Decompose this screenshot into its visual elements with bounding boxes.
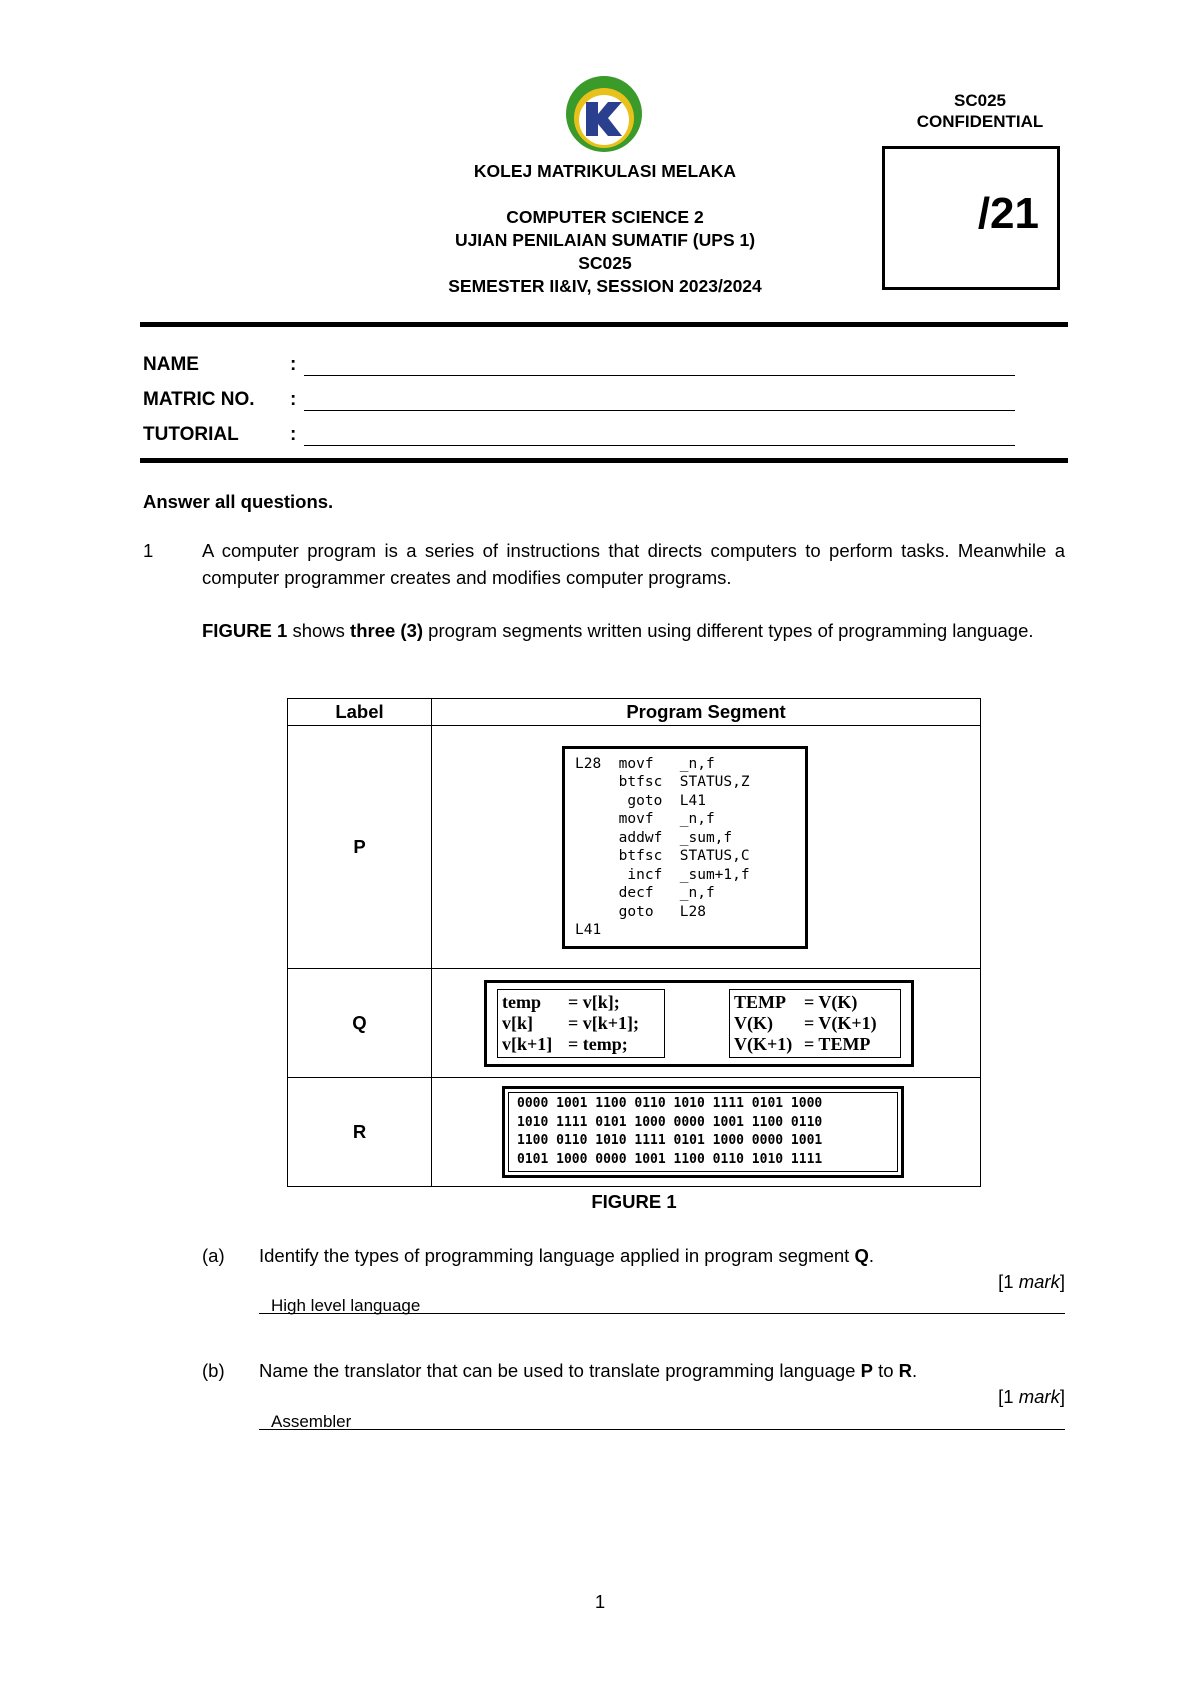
question-number: 1 [143, 540, 154, 561]
figure-text-b: three (3) [350, 620, 424, 641]
top-rule [140, 322, 1068, 327]
segment-q-cell [432, 969, 981, 1078]
figure-text-c: program segments written using different types of programming language. [423, 620, 1034, 641]
part-b-underline [259, 1429, 1065, 1430]
part-b-mark-open: [1 [998, 1386, 1019, 1407]
part-b-mark [998, 1383, 1065, 1410]
row-label-r: R [288, 1078, 432, 1187]
part-a-mark-close: ] [1059, 1271, 1065, 1292]
figure-caption: FIGURE 1 [591, 1191, 677, 1212]
c-code-token: temp [502, 991, 541, 1012]
part-a-letter: (a) [202, 1245, 225, 1266]
row-label-p: P [288, 726, 432, 969]
fortran-code-token: = V(K+1) [804, 1012, 877, 1033]
part-b-mark-close: ] [1059, 1386, 1065, 1407]
part-b-bold-p: P [860, 1360, 873, 1381]
figure-text-a: shows [287, 620, 351, 641]
machine-code: 0000 1001 1100 0110 1010 1111 0101 1000 1010 1111 0101 1000 0000 1001 1100 0110 1100 0110 1010 1111 0101 1000 0000 1001 0101 1000 0000 1001 1100 0110 1010 1111 [517, 1096, 823, 1167]
part-a-end: . [868, 1245, 874, 1266]
college-logo [564, 74, 644, 154]
semester-line: SEMESTER II&IV, SESSION 2023/2024 [448, 276, 762, 296]
fortran-code-token: = TEMP [804, 1033, 871, 1054]
col-label-header: Label [288, 699, 432, 726]
fortran-code-token: = V(K) [804, 991, 858, 1012]
part-b-mid: to [872, 1360, 899, 1381]
exam-title: UJIAN PENILAIAN SUMATIF (UPS 1) [454, 230, 756, 250]
figure-reference-text [202, 617, 1065, 644]
table-row-p [288, 726, 981, 969]
part-a-mark-open: [1 [998, 1271, 1019, 1292]
part-a-answer-field[interactable] [259, 1296, 1065, 1318]
segment-p-cell [432, 726, 981, 969]
paper-code: SC025 [578, 253, 632, 273]
college-name: KOLEJ MATRIKULASI MELAKA [473, 161, 737, 181]
fortran-code-token: V(K+1) [734, 1033, 793, 1054]
part-a-mark-word: mark [1018, 1271, 1060, 1292]
figure-ref: FIGURE 1 [202, 620, 288, 641]
machine-code-box [502, 1086, 904, 1178]
bottom-rule [140, 458, 1068, 463]
part-b-answer-field[interactable] [259, 1412, 1065, 1434]
instructions: Answer all questions. [143, 491, 334, 512]
table-row-q [288, 969, 981, 1078]
part-b-letter: (b) [202, 1360, 225, 1381]
c-code-token: = temp; [568, 1033, 628, 1054]
part-b-bold-r: R [898, 1360, 913, 1381]
name-field[interactable] [304, 356, 1015, 376]
fortran-code-token: V(K) [734, 1012, 773, 1033]
assembly-code: L28 movf _n,f btfsc STATUS,Z goto L41 movf _n,f addwf _sum,f btfsc STATUS,C incf _sum+1,f decf _n,f goto L28 L41 [575, 755, 750, 938]
title-block [340, 160, 870, 298]
part-a-answer: High level language [271, 1296, 421, 1315]
row-label-q: Q [288, 969, 432, 1078]
part-a-bold: Q [854, 1245, 869, 1266]
part-b-question [259, 1357, 1065, 1384]
page-number: 1 [594, 1591, 606, 1612]
name-colon: : [290, 354, 297, 375]
machine-code-inner [508, 1092, 898, 1172]
part-b-answer: Assembler [271, 1412, 352, 1431]
c-code-token: v[k] [502, 1012, 533, 1033]
part-a-question [259, 1242, 1065, 1269]
name-label: NAME [143, 354, 199, 375]
course-code: SC025 [954, 91, 1006, 110]
fortran-code-panel [729, 989, 901, 1058]
matric-field[interactable] [304, 391, 1015, 411]
matric-label: MATRIC NO. [143, 389, 255, 410]
question-intro: A computer program is a series of instructions that directs computers to perform tasks. Meanwhile a computer programmer creates and modifies computer programs. [202, 540, 1065, 588]
part-b-end: . [912, 1360, 918, 1381]
score-box [882, 146, 1060, 290]
header-code-block [880, 90, 1080, 132]
segment-r-cell [432, 1078, 981, 1187]
part-a-text: Identify the types of programming language applied in program segment [259, 1245, 855, 1266]
c-code-token: = v[k]; [568, 991, 620, 1012]
figure-table [287, 698, 981, 1187]
table-row-r [288, 1078, 981, 1187]
subject-title: COMPUTER SCIENCE 2 [506, 207, 704, 227]
fortran-code-token: TEMP [734, 991, 786, 1012]
tutorial-colon: : [290, 424, 297, 445]
score-total: /21 [977, 189, 1039, 238]
classification: CONFIDENTIAL [916, 112, 1044, 131]
tutorial-label: TUTORIAL [143, 424, 239, 445]
high-level-code-box [484, 980, 914, 1067]
table-header-row [288, 699, 981, 726]
c-code-token: v[k+1] [502, 1033, 553, 1054]
c-code-panel [497, 989, 665, 1058]
assembly-code-box [562, 746, 808, 949]
matric-colon: : [290, 389, 297, 410]
part-b-mark-word: mark [1018, 1386, 1060, 1407]
part-a-mark [998, 1268, 1065, 1295]
c-code-token: = v[k+1]; [568, 1012, 640, 1033]
tutorial-field[interactable] [304, 426, 1015, 446]
col-segment-header: Program Segment [432, 699, 981, 726]
part-b-text: Name the translator that can be used to translate programming language [259, 1360, 861, 1381]
